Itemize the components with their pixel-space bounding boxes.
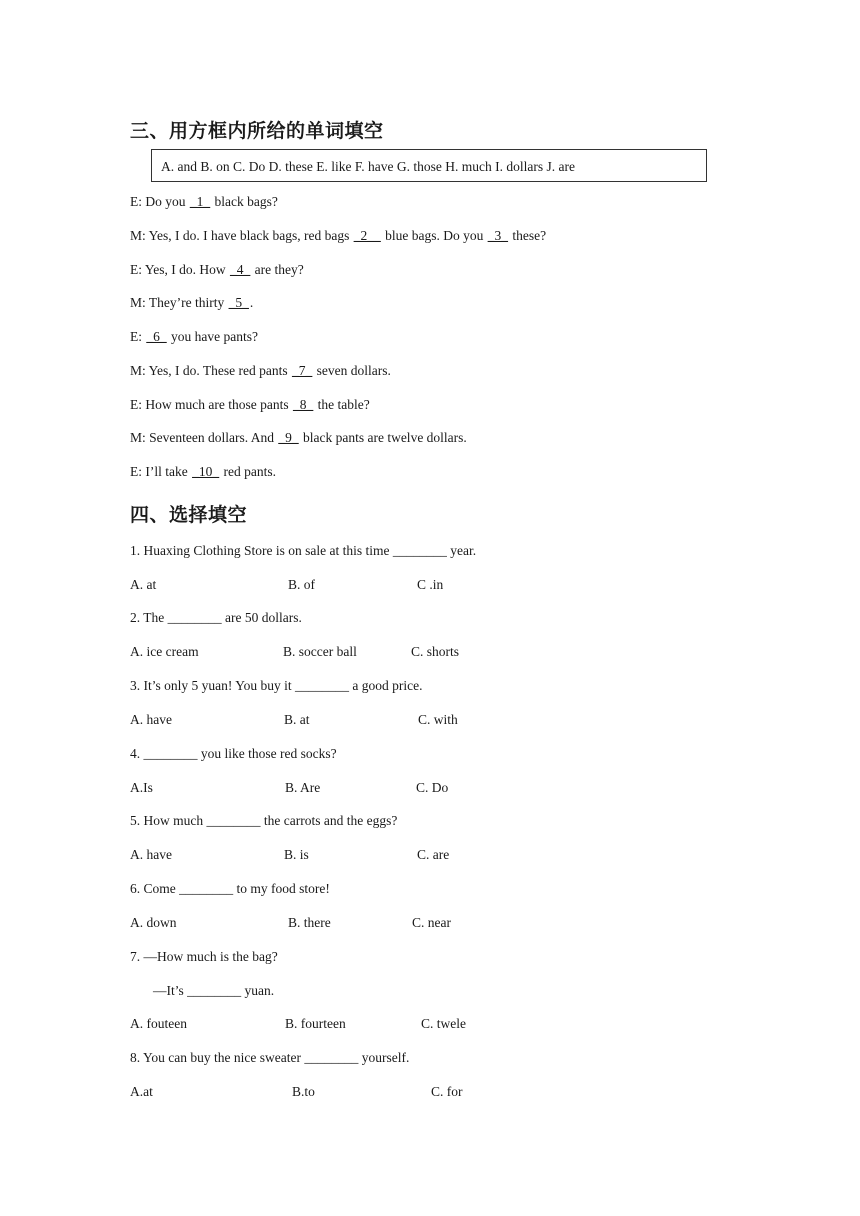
dialogue-line [130, 464, 276, 480]
option-b: B. soccer ball [283, 644, 357, 659]
option-a: A. have [130, 712, 172, 727]
dialogue-text: seven dollars. [313, 363, 391, 378]
dialogue-text: E: [130, 329, 146, 344]
dialogue-text: E: Yes, I do. How [130, 262, 230, 277]
dialogue-text: red pants. [220, 464, 276, 479]
dialogue-line [130, 295, 253, 311]
question-text: 6. Come ________ to my food store! [130, 881, 330, 896]
dialogue-line [130, 397, 370, 413]
dialogue-text: M: They’re thirty [130, 295, 228, 310]
answer-blank: _5_ [228, 295, 249, 310]
option-b: B. fourteen [285, 1016, 346, 1031]
dialogue-text: blue bags. Do you [381, 228, 487, 243]
dialogue-text: E: I’ll take [130, 464, 192, 479]
dialogue-line [130, 194, 278, 210]
option-c: C. for [431, 1084, 463, 1099]
answer-blank: _9_ [278, 430, 299, 445]
option-a: A. ice cream [130, 644, 199, 659]
option-a: A.at [130, 1084, 153, 1099]
dialogue-text: black pants are twelve dollars. [299, 430, 467, 445]
option-a: A. at [130, 577, 157, 592]
option-c: C. are [417, 847, 450, 862]
answer-blank: _6_ [146, 329, 167, 344]
word-bank-box: A. and B. on C. Do D. these E. like F. have G. those H. much I. dollars J. are [151, 149, 707, 182]
option-c: C. near [412, 915, 451, 930]
dialogue-text: M: Seventeen dollars. And [130, 430, 278, 445]
answer-blank: _3_ [487, 228, 508, 243]
question-text: 8. You can buy the nice sweater ________ yourself. [130, 1050, 410, 1065]
dialogue-line [130, 262, 304, 278]
dialogue-line [130, 228, 546, 244]
answer-blank: _4_ [230, 262, 251, 277]
section-3-heading: 三、用方框内所给的单词填空 [130, 120, 384, 142]
option-a: A. fouteen [130, 1016, 187, 1031]
answer-blank: _8_ [292, 397, 314, 412]
dialogue-text: black bags? [211, 194, 278, 209]
dialogue-text: M: Yes, I do. I have black bags, red bags [130, 228, 353, 243]
option-b: B. Are [285, 780, 321, 795]
option-c: C. twele [421, 1016, 466, 1031]
question-text: 5. How much ________ the carrots and the eggs? [130, 813, 398, 828]
option-b: B. there [288, 915, 331, 930]
option-c: C. Do [416, 780, 449, 795]
option-b: B. is [284, 847, 309, 862]
option-b: B. at [284, 712, 310, 727]
dialogue-text: these? [508, 228, 547, 243]
answer-blank: _2__ [353, 228, 381, 243]
dialogue-text: are they? [251, 262, 304, 277]
section-4-heading: 四、选择填空 [130, 504, 248, 526]
option-c: C. shorts [411, 644, 460, 659]
answer-blank: _1_ [189, 194, 211, 209]
option-a: A.Is [130, 780, 153, 795]
dialogue-text: M: Yes, I do. These red pants [130, 363, 291, 378]
dialogue-line [130, 329, 258, 345]
answer-blank: _10_ [192, 464, 220, 479]
option-b: B. of [288, 577, 315, 592]
option-a: A. down [130, 915, 177, 930]
option-b: B.to [292, 1084, 315, 1099]
question-text: 3. It’s only 5 yuan! You buy it ________ a good price. [130, 678, 423, 693]
question-text: —It’s ________ yuan. [153, 983, 275, 998]
dialogue-text: you have pants? [167, 329, 258, 344]
dialogue-text: E: Do you [130, 194, 189, 209]
option-c: C. with [418, 712, 458, 727]
question-text: 7. —How much is the bag? [130, 949, 278, 964]
dialogue-text: E: How much are those pants [130, 397, 292, 412]
question-text: 1. Huaxing Clothing Store is on sale at this time ________ year. [130, 543, 477, 558]
dialogue-line [130, 430, 467, 446]
question-text: 4. ________ you like those red socks? [130, 746, 337, 761]
option-c: C .in [417, 577, 444, 592]
option-a: A. have [130, 847, 172, 862]
dialogue-text: . [249, 295, 254, 310]
dialogue-line [130, 363, 391, 379]
dialogue-text: the table? [314, 397, 370, 412]
question-text: 2. The ________ are 50 dollars. [130, 610, 302, 625]
answer-blank: _7_ [292, 363, 313, 378]
